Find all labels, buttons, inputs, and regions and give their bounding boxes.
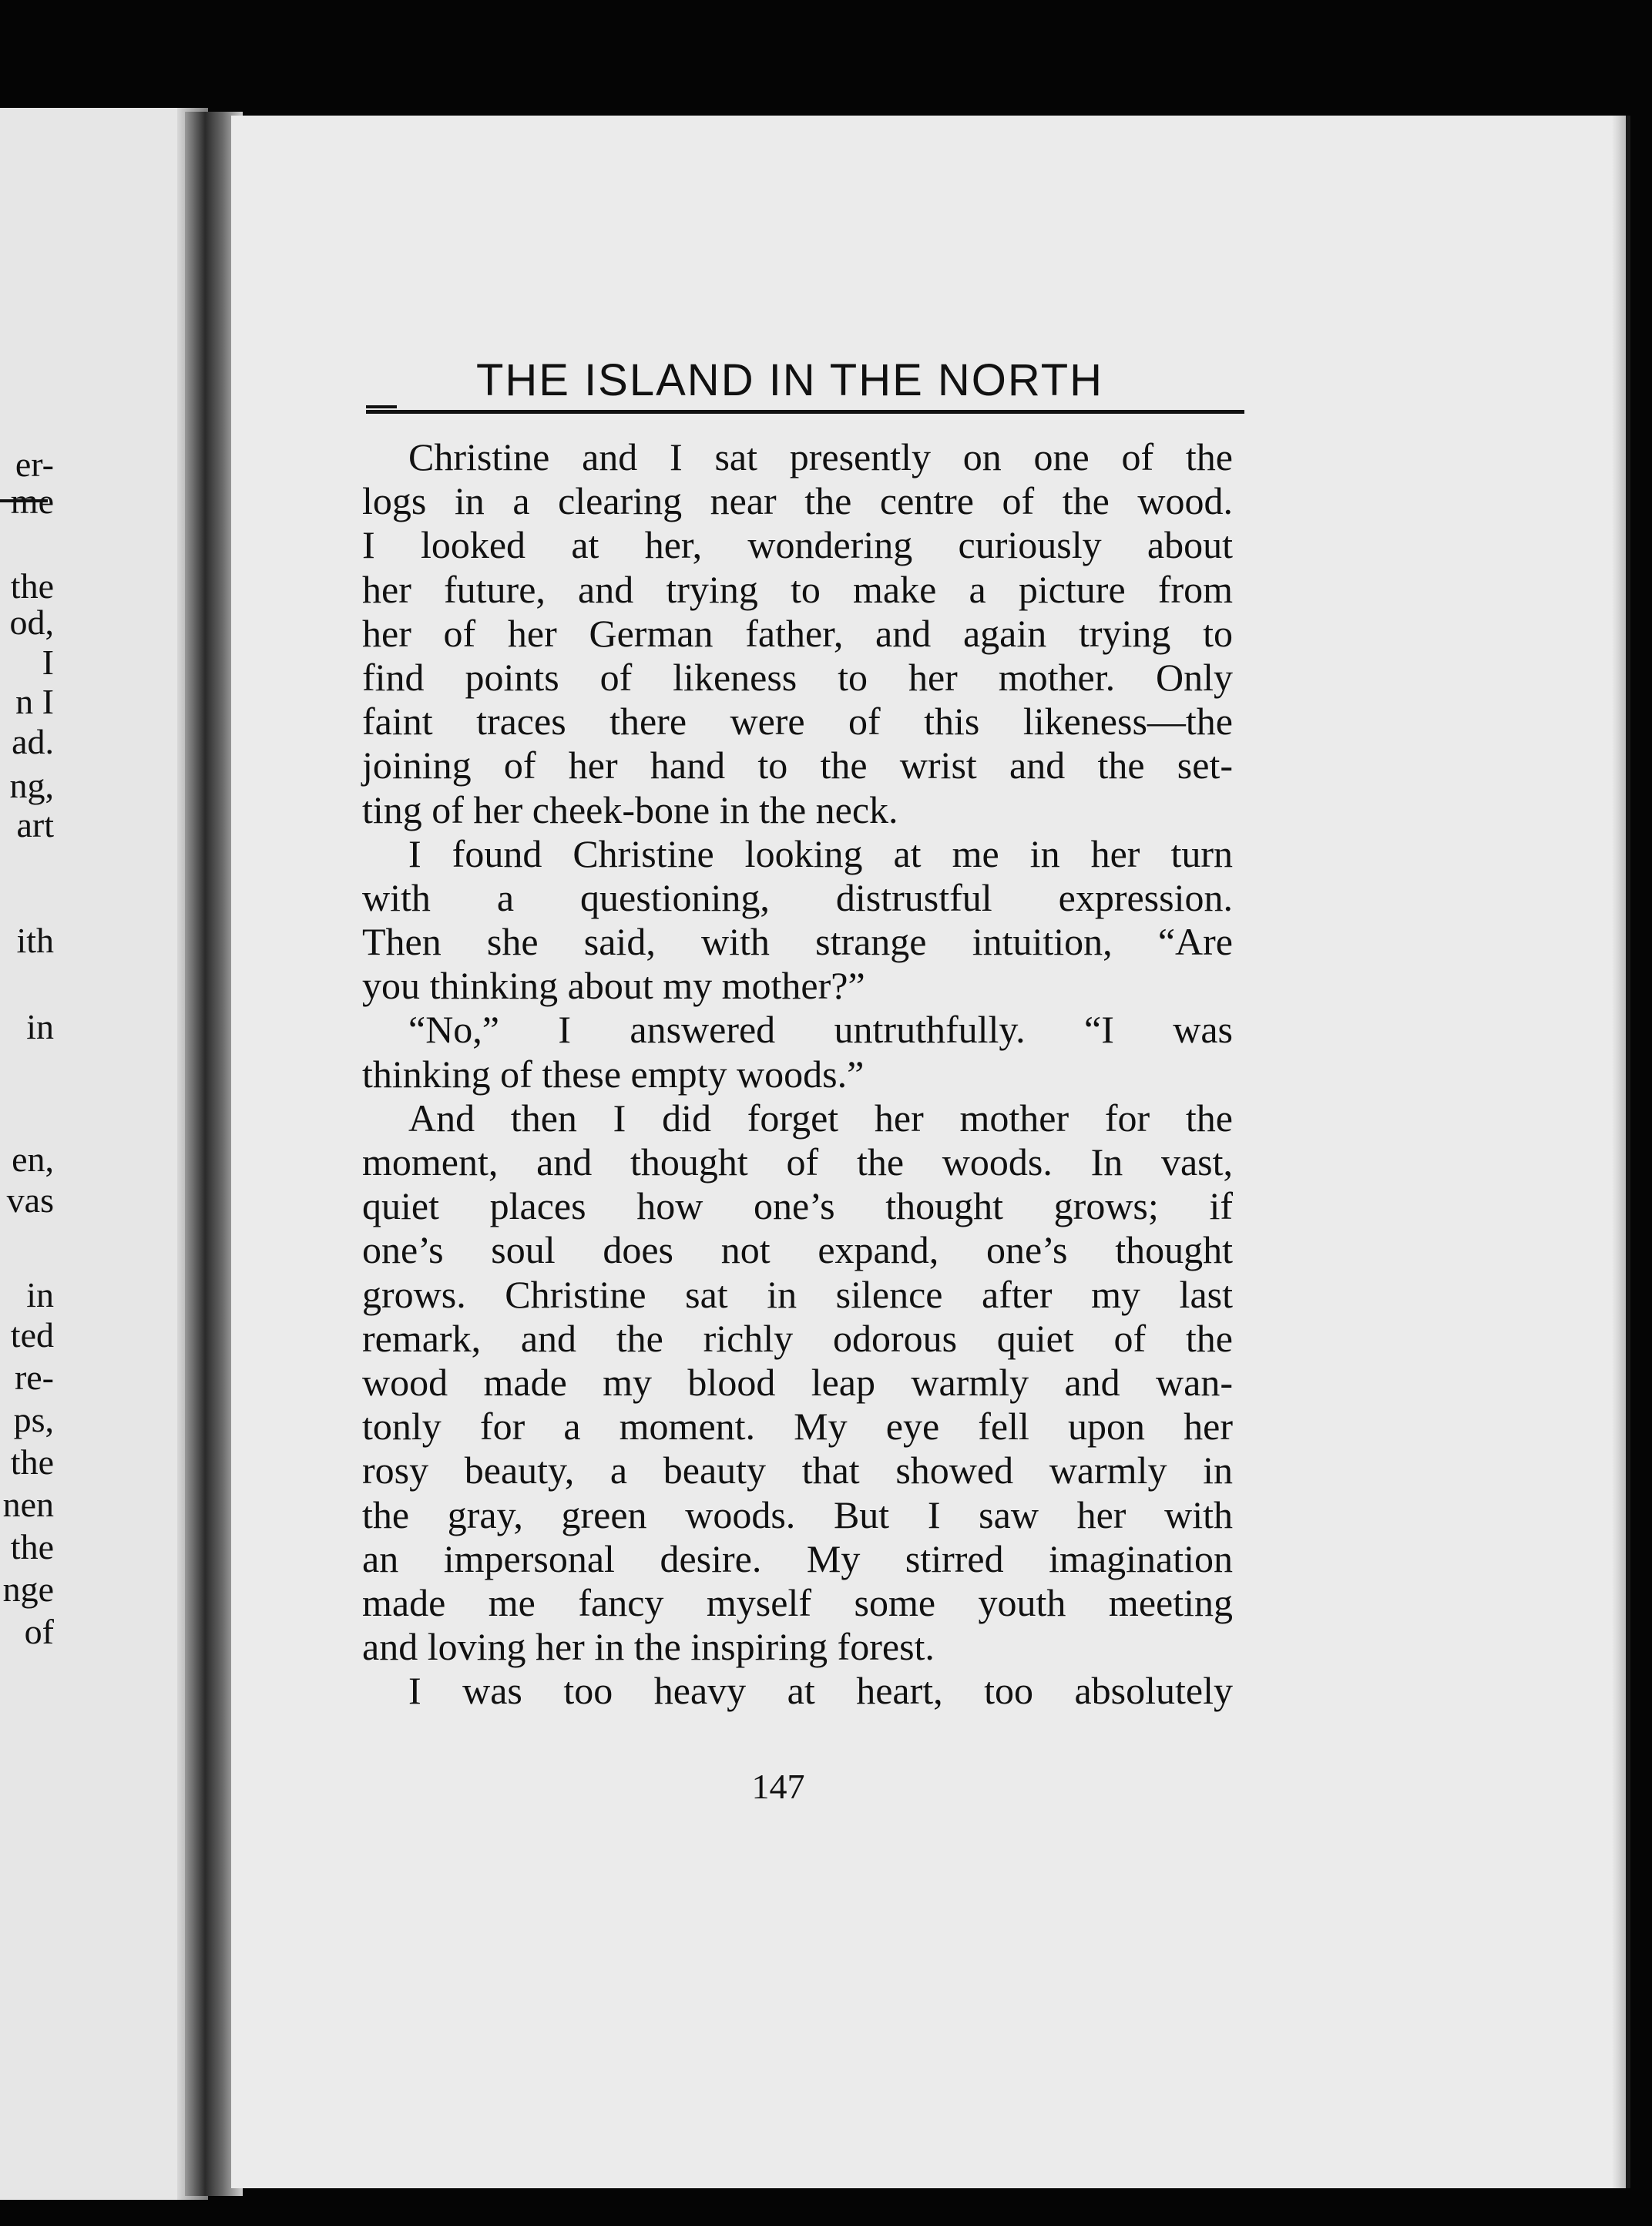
text-line: you thinking about my mother?” — [362, 964, 865, 1008]
text-line: I was too heavy at heart, too absolutely — [408, 1669, 1233, 1713]
text-line: joining of her hand to the wrist and the set- — [362, 744, 1233, 787]
left-line-fragment: ng, — [9, 766, 54, 805]
text-line: Then she said, with strange intuition, “Are — [362, 920, 1233, 964]
head-rule — [366, 410, 1244, 414]
right-page — [231, 116, 1630, 2188]
left-line-fragment: od, — [9, 603, 54, 642]
left-line-fragment: of — [24, 1612, 54, 1651]
left-line-fragment: art — [16, 805, 54, 844]
text-line: the gray, green woods. But I saw her with — [362, 1492, 1233, 1536]
page-number: 147 — [751, 1767, 805, 1806]
text-line: moment, and thought of the woods. In vast, — [362, 1140, 1233, 1184]
text-line: made me fancy myself some youth meeting — [362, 1580, 1233, 1624]
left-line-fragment: ps, — [13, 1400, 54, 1439]
text-line: her of her German father, and again trying to — [362, 611, 1233, 655]
text-line: I found Christine looking at me in her turn — [408, 831, 1233, 875]
left-line-fragment: vas — [6, 1180, 54, 1220]
left-line-fragment: ad. — [12, 722, 54, 761]
left-line-fragment: re- — [14, 1358, 54, 1397]
left-line-fragment: the — [10, 1527, 54, 1566]
text-line: “No,” I answered untruthfully. “I was — [408, 1008, 1233, 1052]
text-line: an impersonal desire. My stirred imagination — [362, 1536, 1233, 1580]
left-line-fragment: me — [10, 482, 54, 521]
left-line-fragment: ted — [10, 1315, 54, 1355]
running-head: THE ISLAND IN THE NORTH — [475, 355, 1104, 405]
text-line: faint traces there were of this likeness—the — [362, 700, 1233, 744]
text-line: remark, and the richly odorous quiet of the — [362, 1316, 1233, 1360]
text-line: I looked at her, wondering curiously about — [362, 523, 1233, 567]
text-line: logs in a clearing near the centre of the wood. — [362, 479, 1233, 523]
left-page-text-fragments — [0, 108, 54, 2200]
body-text — [362, 435, 1233, 1713]
text-line: rosy beauty, a beauty that showed warmly in — [362, 1449, 1233, 1492]
text-line: tonly for a moment. My eye fell upon her — [362, 1405, 1233, 1449]
left-line-fragment: the — [10, 1442, 54, 1482]
left-line-fragment: I — [42, 643, 54, 682]
left-line-fragment: in — [26, 1007, 54, 1046]
text-line: quiet places how one’s thought grows; if — [362, 1184, 1233, 1228]
left-line-fragment: ith — [16, 921, 54, 960]
text-line: grows. Christine sat in silence after my last — [362, 1272, 1233, 1316]
left-line-fragment: er- — [15, 445, 54, 484]
text-line: And then I did forget her mother for the — [408, 1096, 1233, 1140]
left-line-fragment: nen — [2, 1485, 54, 1524]
text-line: her future, and trying to make a picture from — [362, 567, 1233, 611]
text-line: one’s soul does not expand, one’s thought — [362, 1228, 1233, 1272]
text-line: wood made my blood leap warmly and wan- — [362, 1360, 1233, 1404]
left-line-fragment: nge — [2, 1570, 54, 1609]
left-page-fragment — [0, 108, 208, 2200]
text-line: find points of likeness to her mother. Only — [362, 655, 1233, 699]
text-line: and loving her in the inspiring forest. — [362, 1625, 935, 1669]
text-line: with a questioning, distrustful expression. — [362, 875, 1233, 919]
left-line-fragment: the — [10, 566, 54, 606]
text-line: ting of her cheek-bone in the neck. — [362, 787, 898, 831]
left-line-fragment: in — [26, 1275, 54, 1314]
left-line-fragment: n I — [15, 682, 54, 721]
text-line: thinking of these empty woods.” — [362, 1052, 865, 1096]
page-edge-shadow — [1612, 116, 1626, 2188]
left-line-fragment: en, — [12, 1140, 54, 1179]
text-line: Christine and I sat presently on one of the — [408, 435, 1233, 478]
head-rule-tick — [366, 405, 397, 408]
